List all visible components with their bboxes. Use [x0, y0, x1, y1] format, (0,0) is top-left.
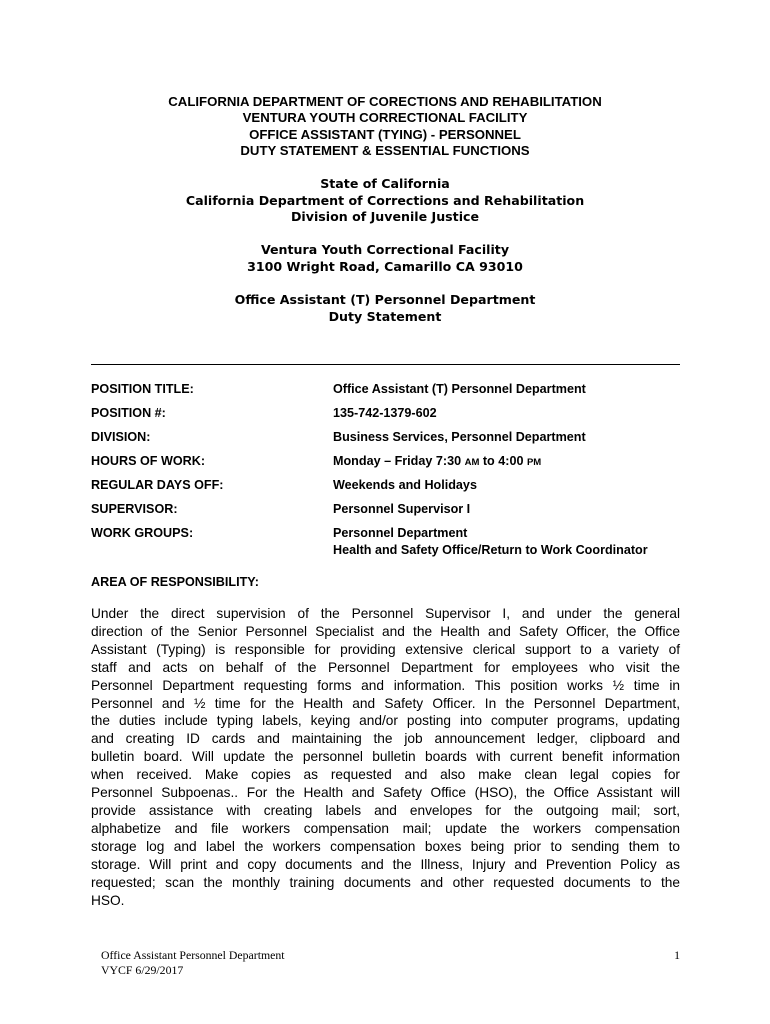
field-label: WORK GROUPS:: [91, 526, 194, 540]
statement-block: [0, 292, 770, 325]
agency-block: [0, 176, 770, 226]
paragraph-line: Personnel Department requesting forms and information. This position works ½ time in: [91, 677, 680, 693]
facility-line: 3100 Wright Road, Camarillo CA 93010: [247, 258, 523, 274]
statement-line: Office Assistant (T) Personnel Department: [234, 292, 536, 307]
paragraph-line: provide assistance with creating labels and envelopes for the outgoing mail; sort,: [91, 802, 680, 818]
field-label: REGULAR DAYS OFF:: [91, 478, 224, 492]
paragraph-line: when received. Make copies as requested and also make clean legal copies for: [91, 767, 680, 783]
agency-line: California Department of Corrections and Rehabilitation: [185, 192, 585, 208]
responsibility-paragraph: [91, 605, 680, 909]
paragraph-line: alphabetize and file workers compensation mail; update the workers compensation: [91, 820, 680, 836]
header-line: VENTURA YOUTH CORRECTIONAL FACILITY: [242, 110, 528, 126]
facility-line: Ventura Youth Correctional Facility: [260, 242, 510, 257]
field-label: POSITION TITLE:: [91, 382, 194, 396]
field-label: HOURS OF WORK:: [91, 454, 206, 468]
footer-date: VYCF 6/29/2017: [101, 962, 184, 977]
paragraph-line: Under the direct supervision of the Personnel Supervisor I, and under the general: [91, 606, 680, 621]
hours-text: to 4:00: [479, 454, 527, 468]
header-line: DUTY STATEMENT & ESSENTIAL FUNCTIONS: [240, 142, 530, 158]
paragraph-line: storage. Will print and copy documents and the Illness, Injury and Prevention Policy as: [91, 856, 680, 872]
field-value: Weekends and Holidays: [333, 478, 477, 492]
field-value: 135-742-1379-602: [333, 406, 437, 420]
field-label: SUPERVISOR:: [91, 502, 178, 516]
field-value: Health and Safety Office/Return to Work Coordinator: [333, 543, 648, 557]
pm-suffix: PM: [526, 457, 542, 468]
facility-block: [0, 242, 770, 275]
paragraph-line: the duties include typing labels, keying and/or posting into computer programs, updating: [91, 713, 680, 729]
field-label: DIVISION:: [91, 430, 151, 444]
paragraph-line: Personnel Subpoenas.. For the Health and Safety Office (HSO), the Office Assistant will: [91, 785, 680, 801]
field-value: Personnel Supervisor I: [333, 502, 471, 516]
paragraph-line: Assistant (Typing) is responsible for providing extensive clerical support to a variety of: [91, 641, 680, 657]
paragraph-line: staff and acts on behalf of the Personnel Department for employees who visit the: [91, 659, 680, 675]
field-value: Business Services, Personnel Department: [333, 430, 586, 444]
paragraph-line: and creating ID cards and maintaining the job announcement ledger, clipboard and: [91, 731, 680, 747]
field-label: POSITION #:: [91, 406, 166, 420]
header-line: CALIFORNIA DEPARTMENT OF CORECTIONS AND REHABILITATION: [168, 94, 602, 109]
agency-line: State of California: [320, 176, 450, 191]
am-suffix: AM: [464, 457, 480, 468]
field-value: Personnel Department: [333, 526, 468, 540]
paragraph-line: requested; scan the monthly training documents and other requested documents to the: [91, 874, 680, 890]
agency-line: Division of Juvenile Justice: [290, 209, 480, 225]
hours-text: Monday – Friday 7:30: [333, 454, 465, 468]
page-number: 1: [674, 948, 680, 962]
paragraph-line: direction of the Senior Personnel Specialist and the Health and Safety Officer, the Office: [91, 623, 680, 639]
paragraph-line: HSO.: [91, 892, 125, 908]
paragraph-line: Personnel and ½ time for the Health and Safety Officer. In the Personnel Department,: [91, 695, 680, 711]
header-line: OFFICE ASSISTANT (TYING) - PERSONNEL: [249, 126, 521, 142]
field-value: [333, 453, 541, 471]
footer-title: Office Assistant Personnel Department: [101, 948, 285, 962]
paragraph-line: bulletin board. Will update the personnel bulletin boards with current benefit information: [91, 749, 680, 765]
field-value: Office Assistant (T) Personnel Department: [333, 382, 586, 396]
horizontal-divider: [91, 364, 680, 365]
paragraph-line: storage log and label the workers compensation boxes being prior to sending them to: [91, 838, 680, 854]
page-footer: [101, 948, 285, 977]
statement-line: Duty Statement: [328, 308, 442, 324]
area-heading: AREA OF RESPONSIBILITY:: [91, 575, 259, 589]
document-header: [0, 94, 770, 159]
